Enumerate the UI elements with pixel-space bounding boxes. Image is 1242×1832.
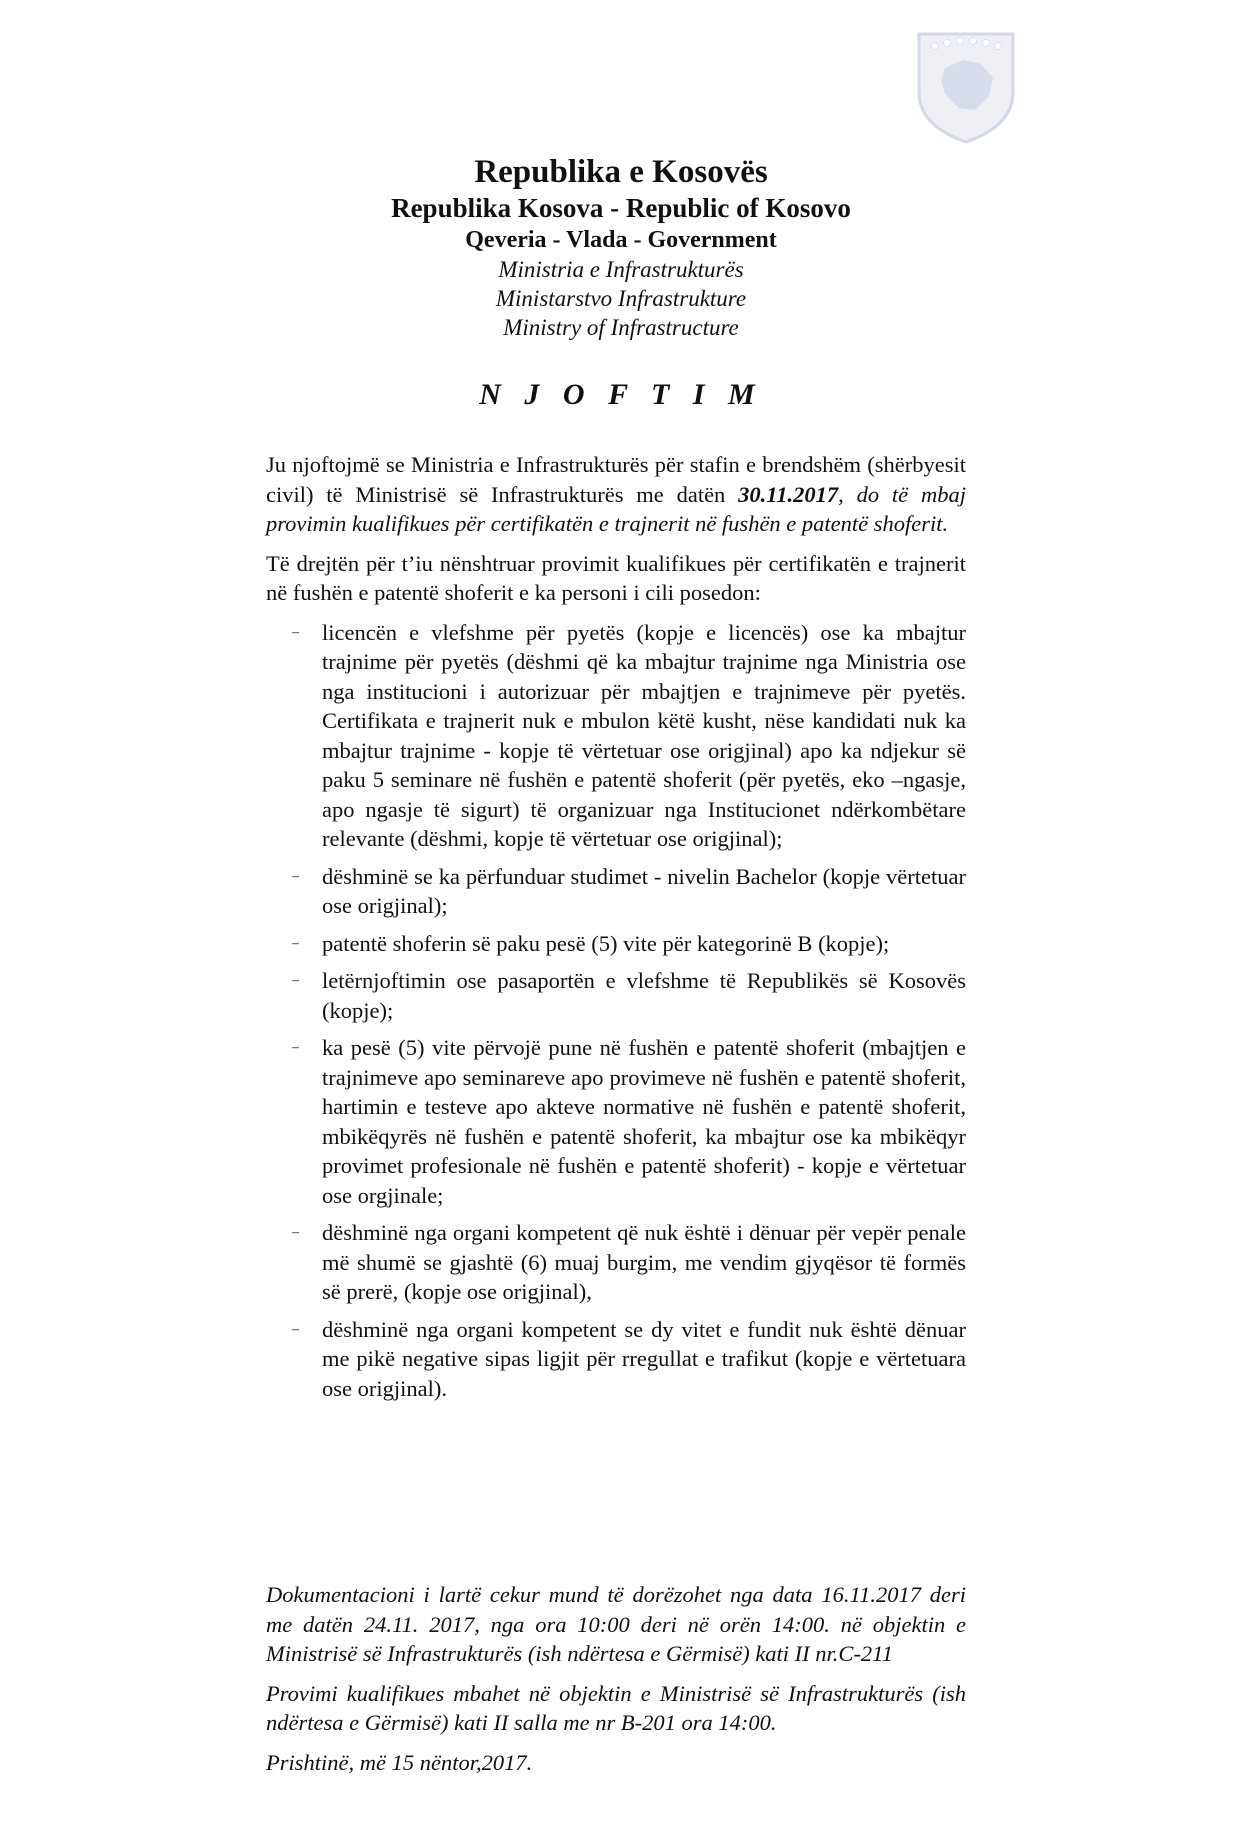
list-item-text: dëshminë se ka përfunduar studimet - nivelin Bachelor (kopje vërtetuar ose origjinal);: [322, 863, 966, 918]
exam-location-paragraph: Provimi kualifikues mbahet në objektin e Ministrisë së Infrastrukturës (ish ndërtesa e Gërmisë) kati II salla me nr B-201 ora 14:00.: [266, 1680, 966, 1735]
notice-body: [266, 450, 966, 1411]
documentation-paragraph: Dokumentacioni i lartë cekur mund të dorëzohet nga data 16.11.2017 deri me datën 24.11. 2017, nga ora 10:00 deri në orën 14:00. në objektin e Ministrisë së Infrastrukturës (ish ndërtesa e Gërmisë) kati II nr.C-211: [266, 1582, 966, 1666]
intro-paragraph: [266, 450, 966, 539]
place-and-date: Prishtinë, më 15 nëntor,2017.: [266, 1749, 533, 1775]
list-item-text: patentë shoferin së paku pesë (5) vite për kategorinë B (kopje);: [322, 930, 890, 956]
list-item-text: dëshminë nga organi kompetent se dy vitet e fundit nuk është dënuar me pikë negative sipas ligjit për rregullat e trafikut (kopje e vërtetuara ose origjinal).: [322, 1316, 966, 1401]
list-item: [266, 618, 966, 854]
kosovo-coat-of-arms-icon: [915, 30, 1017, 144]
bullet-dash: –: [292, 1321, 299, 1337]
list-item: [266, 929, 966, 959]
bullet-dash: –: [292, 1225, 299, 1240]
government-line: Qeveria - Vlada - Government: [465, 227, 777, 253]
bullet-dash: –: [292, 935, 299, 951]
list-item: [266, 1218, 966, 1307]
intro-text: Ju njoftojmë se Ministria e Infrastrukturës për stafin e brendshëm (shërbyesit civil) të Ministrisë së Infrastrukturës me datën: [266, 452, 966, 507]
bullet-dash: –: [292, 624, 299, 640]
ministry-name-serbian: Ministarstvo Infrastrukture: [495, 286, 747, 311]
ministry-name-english: Ministry of Infrastructure: [503, 315, 739, 340]
list-item: [266, 1033, 966, 1210]
notice-title: N J O F T I M: [479, 378, 763, 411]
exam-date: 30.11.2017: [738, 481, 839, 507]
country-name-multilingual: Republika Kosova - Republic of Kosovo: [391, 193, 851, 223]
notice-footer: [266, 1580, 966, 1787]
list-item: [266, 862, 966, 921]
intro-text-rest: , do të mbaj provimin kualifikues për certifikatën e trajnerit në fushën e patentë shoferit.: [266, 481, 966, 536]
requirements-intro: Të drejtën për t’iu nënshtruar provimit kualifikues për certifikatën e trajnerit në fushën e patentë shoferit e ka personi i cili posedon:: [266, 550, 966, 605]
list-item-text: ka pesë (5) vite përvojë pune në fushën e patentë shoferit (mbajtjen e trajnimeve apo seminareve apo provimeve në fushën e patentë shoferit, hartimin e testeve apo akteve normative në fushën e patentë shoferit, mbikëqyrës në fushën e patentë shoferit, ka mbajtur ose ka mbikëqyr provimet profesionale në fushën e patentë shoferit) - kopje e vërtetuar ose orgjinale;: [322, 1035, 966, 1208]
bullet-dash: –: [292, 1040, 299, 1055]
ministry-name-albanian: Ministria e Infrastrukturës: [498, 257, 744, 282]
country-name: Republika e Kosovës: [474, 154, 768, 190]
bullet-dash: –: [292, 973, 299, 988]
list-item-text: dëshminë nga organi kompetent që nuk është i dënuar për vepër penale më shumë se gjashtë (6) muaj burgim, me vendim gjyqësor të formës së prerë, (kopje ose origjinal),: [322, 1220, 966, 1304]
list-item: [266, 1315, 966, 1404]
list-item: [266, 966, 966, 1025]
list-item-text: licencën e vlefshme për pyetës (kopje e licencës) ose ka mbajtur trajnime për pyetës (dëshmi që ka mbajtur trajnime nga Ministria ose nga institucioni i autorizuar për mbajtjen e trajnimeve për pyetës. Certifikata e trajnerit nuk e mbulon këtë kusht, nëse kandidati nuk ka mbajtur trajnime - kopje të vërtetuar ose origjinal) apo ka ndjekur së paku 5 seminare në fushën e patentë shoferit (për pyetës, eko –ngasje, apo ngasje të sigurt) të organizuar nga Institucionet ndërkombëtare relevante (dëshmi, kopje të vërtetuar ose origjinal);: [322, 619, 966, 851]
list-item-text: letërnjoftimin ose pasaportën e vlefshme të Republikës së Kosovës (kopje);: [322, 968, 966, 1023]
document-header: [0, 152, 1242, 342]
bullet-dash: –: [292, 868, 299, 884]
requirements-list: [266, 618, 966, 1404]
